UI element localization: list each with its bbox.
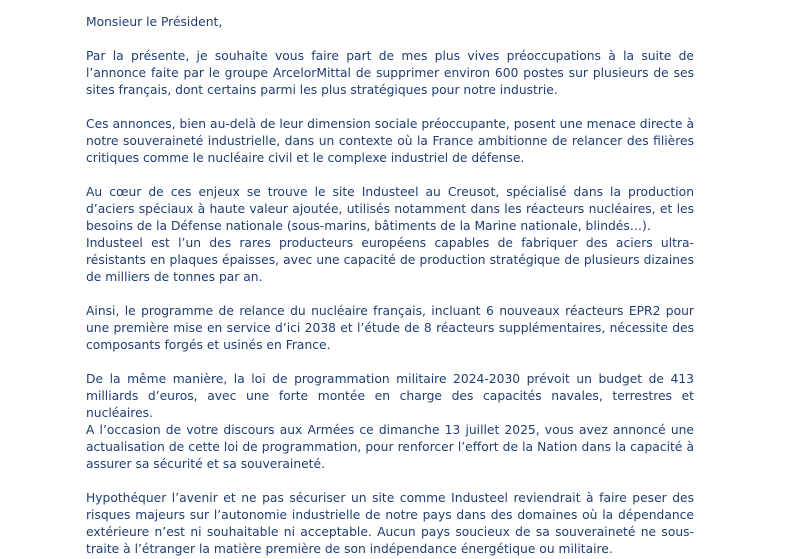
paragraph-nucleaire: Ainsi, le programme de relance du nucléaire français, incluant 6 nouveaux réacteurs EPR2 pour une première mise en service d’ici 2038 et l’étude de 8 réacteurs supplémentaires, nécessite des composants forgés et usinés en France. bbox=[86, 304, 694, 352]
paragraph-discours: A l’occasion de votre discours aux Armées ce dimanche 13 juillet 2025, vous avez annoncé une actualisation de cette loi de programmation, pour renforcer l’effort de la Nation dans la capacité à assurer sa sécurité et sa souveraineté. bbox=[86, 423, 694, 471]
paragraph-lpm: De la même manière, la loi de programmation militaire 2024-2030 prévoit un budget de 413 milliards d’euros, avec une forte montée en charge des capacités navales, terrestres et nucléaires. bbox=[86, 372, 694, 420]
paragraph-conclusion: Hypothéquer l’avenir et ne pas sécuriser un site comme Industeel reviendrait à faire peser des risques majeurs sur l’autonomie industrielle de notre pays dans des domaines où la dépendance extérieure n’est ni souhaitable ni acceptable. Aucun pays soucieux de sa souveraineté ne sous-traite à l’étranger la matière première de son indépendance énergétique ou militaire. bbox=[86, 491, 694, 556]
paragraph-industeel-site: Au cœur de ces enjeux se trouve le site Industeel au Creusot, spécialisé dans la production d’aciers spéciaux à haute valeur ajoutée, utilisés notamment dans les réacteurs nucléaires, et les besoins de la Défense nationale (sous-marins, bâtiments de la Marine nationale, blindés…). bbox=[86, 185, 694, 233]
paragraph-annonce: Par la présente, je souhaite vous faire part de mes plus vives préoccupations à la suite de l’annonce faite par le groupe ArcelorMittal de supprimer environ 600 postes sur plusieurs de ses sites français, dont certains parmi les plus stratégiques pour notre industrie. bbox=[86, 49, 694, 97]
salutation: Monsieur le Président, bbox=[86, 15, 223, 29]
letter-body bbox=[86, 14, 694, 558]
paragraph-industeel-capacite: Industeel est l’un des rares producteurs européens capables de fabriquer des aciers ultra-résistants en plaques épaisses, avec une capacité de production stratégique de plusieurs dizaines de milliers de tonnes par an. bbox=[86, 236, 694, 284]
paragraph-souverainete: Ces annonces, bien au-delà de leur dimension sociale préoccupante, posent une menace directe à notre souveraineté industrielle, dans un contexte où la France ambitionne de relancer des filières critiques comme le nucléaire civil et le complexe industriel de défense. bbox=[86, 117, 694, 165]
